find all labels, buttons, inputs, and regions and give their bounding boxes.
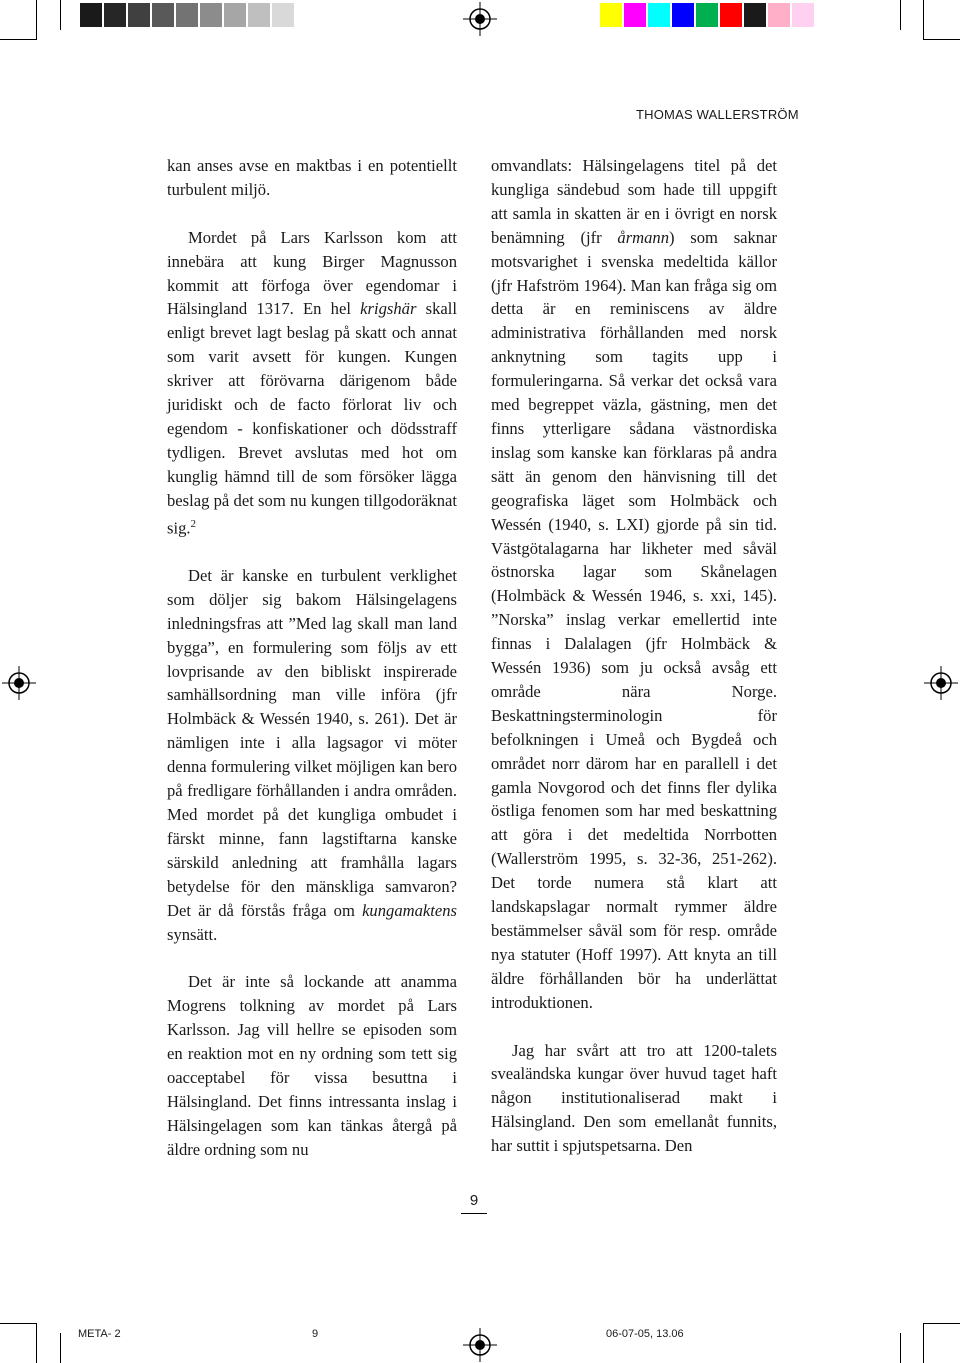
italic-term: krigshär xyxy=(360,299,417,319)
color-swatch-process xyxy=(624,3,646,27)
running-header-author: THOMAS WALLERSTRÖM xyxy=(636,107,799,122)
right-column xyxy=(491,154,777,1158)
color-swatch-grey xyxy=(224,3,246,27)
color-swatch-process xyxy=(696,3,718,27)
color-swatch-grey xyxy=(248,3,270,27)
color-swatch-grey xyxy=(128,3,150,27)
crop-mark xyxy=(923,0,924,40)
paragraph: kan anses avse en maktbas i en potentiellt turbulent miljö. xyxy=(167,156,457,199)
color-swatch-process xyxy=(768,3,790,27)
color-swatch-process xyxy=(648,3,670,27)
footer-file: META- 2 xyxy=(78,1328,121,1340)
crop-mark xyxy=(923,1323,924,1363)
color-swatch-process xyxy=(720,3,742,27)
paragraph: omvandlats: Hälsingelagens titel på det kungliga sändebud som hade till uppgift att samla in skatten är en i övrigt en norsk benämning (jfr årmann) som saknar motsvarighet i svenska medeltida källor (jfr Hafström 1964). Man kan fråga sig om detta är en reminiscens av äldre administrativa förhållanden med norsk anknytning som tagits upp i formuleringarna. Så verkar det också vara med begreppet väzla, gästning, men det finns ytterligare sådana västnordiska inslag som kanske kan förklaras på andra sätt än genom den hänvisning till det geografiska läget som Holmbäck och Wessén (1940, s. LXI) gjorde på sin tid. Västgötalagarna har likheter med såväl östnorska lagar som Skånelagen (Holmbäck & Wessén 1946, s. xxi, 145). ”Norska” inslag verkar emellertid inte finnas i Dalalagen (jfr Holmbäck & Wessén 1936) som ju också avsåg ett område nära Norge. Beskattningsterminologin för befolkningen i Umeå och Bygdeå och området norr därom har en parallell i det gamla Novgorod och det finns fler dylika östliga fenomen som har med beskattning att göra i det medeltida Norrbotten (Wallerström 1995, s. 32-36, 251-262). Det torde numera stå klart att landskapslagar normalt rymmer äldre bestämmelser såväl som för resp. område nya statuter (Hoff 1997). Att knyta an till äldre förhållanden bör ha underlättat introduktionen. xyxy=(491,156,777,1012)
color-swatch-process xyxy=(672,3,694,27)
crop-mark xyxy=(60,0,61,30)
registration-mark-icon xyxy=(924,666,958,700)
crop-mark xyxy=(60,1333,61,1363)
italic-term: årmann xyxy=(617,227,670,247)
registration-mark-icon xyxy=(2,666,36,700)
color-swatch-grey xyxy=(176,3,198,27)
registration-mark-icon xyxy=(463,1328,497,1362)
paragraph: Mordet på Lars Karlsson kom att innebära att kung Birger Magnusson kommit att förfoga över egendomar i Hälsingland 1317. En hel krigshär skall enligt brevet lagt beslag på skatt och annat som varit avsett för kungen. Kungen skriver att förövarna därigenom både juridiskt och de facto förlorat liv och egendom - konfiskationer och dödsstraff tydligen. Brevet avslutas med hot om kunglig hämnd till de som försöker lägga beslag på det som nu kungen tillgodoräknat sig.$^2$ xyxy=(167,227,457,538)
paragraph: Jag har svårt att tro att 1200-talets svealändska kungar över huvud taget haft någon institutionaliserad makt i Hälsingland. Den som emellanåt funnits, har suttit i spjutspetsarna. Den xyxy=(491,1040,777,1156)
paragraph: Det är inte så lockande att anamma Mogrens tolkning av mordet på Lars Karlsson. Jag vill hellre se episoden som en reaktion mot en ny ordning som tett sig oacceptabel för vissa besuttna i Hälsingland. Det finns intressanta inslag i Hälsingelagen som kan tänkas återgå på äldre ordning som nu xyxy=(167,972,457,1159)
color-swatch-grey xyxy=(200,3,222,27)
color-swatch-process xyxy=(744,3,766,27)
color-swatch-process xyxy=(600,3,622,27)
crop-mark xyxy=(36,1323,37,1363)
crop-mark xyxy=(924,39,960,40)
crop-mark xyxy=(0,1323,36,1324)
crop-mark xyxy=(924,1323,960,1324)
italic-term: kungamaktens xyxy=(362,900,457,920)
registration-mark-icon xyxy=(463,2,497,36)
crop-mark xyxy=(0,39,36,40)
color-swatch-grey xyxy=(272,3,294,27)
paragraph: Det är kanske en turbulent verklighet som döljer sig bakom Hälsingelagens inledningsfras att ”Med lag skall man land bygga”, en formulering som följs av ett lovprisande av den bibliskt inspirerade samhällsordning man ville införa (jfr Holmbäck & Wessén 1940, s. 261). Det är nämligen inte i alla lagsagor vi möter denna formulering vilket möjligen kan bero på fredligare förhållanden i andra områden. Med mordet på det kungliga ombudet i färskt minne, fann lagstiftarna kanske särskild anledning att framhålla lagars betydelse för den mänskliga samvaron? Det är då förstås fråga om kungamaktens synsätt. xyxy=(167,565,457,944)
color-swatch-process xyxy=(792,3,814,27)
footnote-ref: 2 xyxy=(190,517,197,530)
footer-datetime: 06-07-05, 13.06 xyxy=(606,1328,684,1340)
crop-mark xyxy=(900,1333,901,1363)
crop-mark xyxy=(900,0,901,30)
footer-page: 9 xyxy=(312,1328,319,1340)
left-column xyxy=(167,154,457,1162)
crop-mark xyxy=(36,0,37,40)
color-swatch-grey xyxy=(152,3,174,27)
color-swatch-grey xyxy=(104,3,126,27)
color-swatch-grey xyxy=(80,3,102,27)
page-number: 9 xyxy=(461,1192,487,1214)
